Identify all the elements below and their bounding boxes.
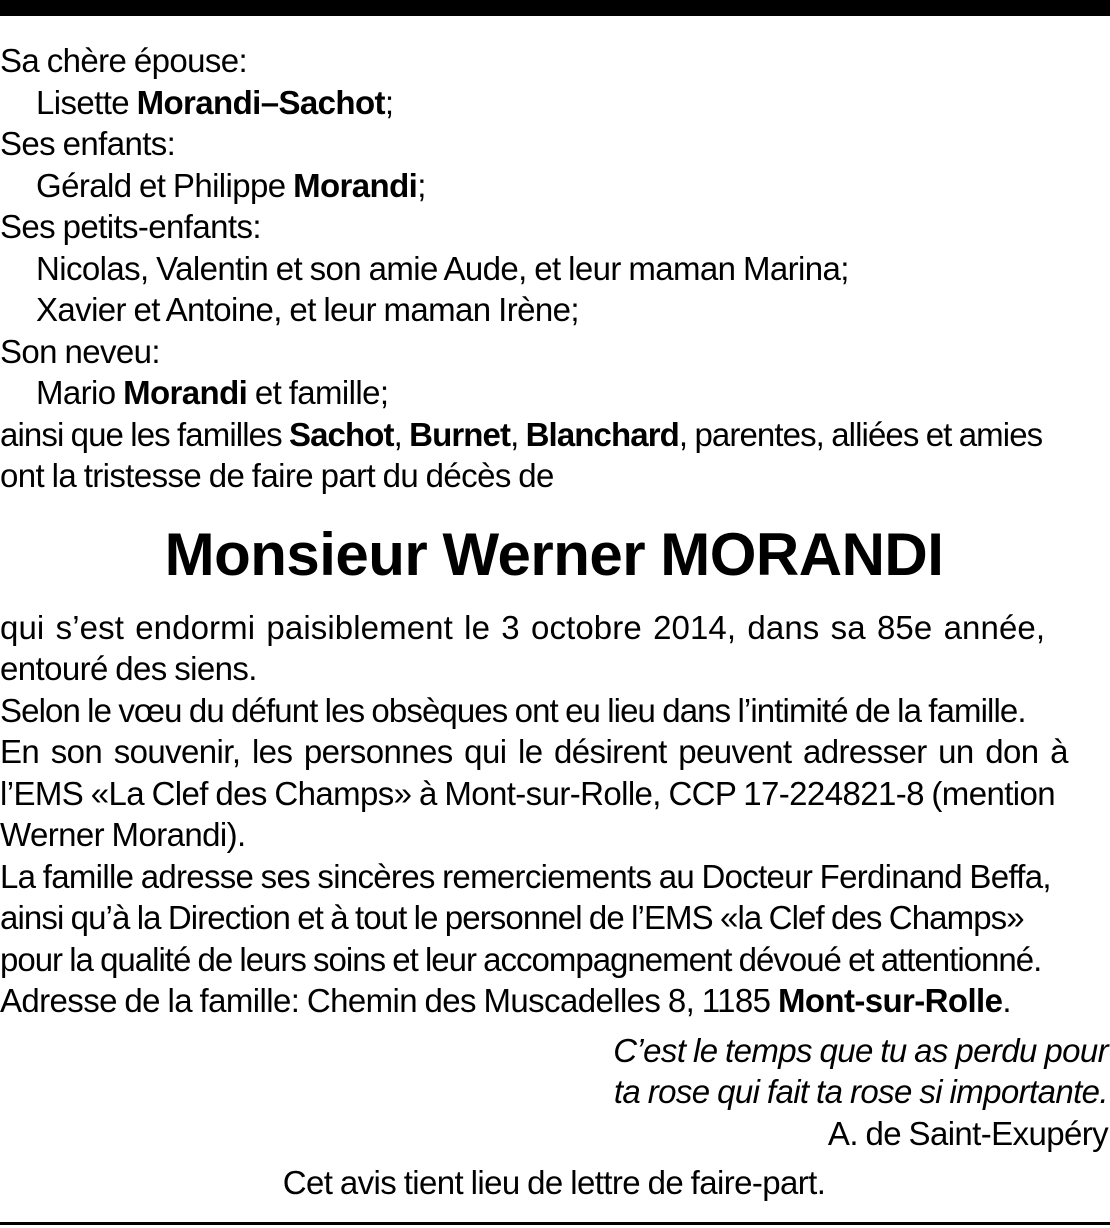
families-prefix: ainsi que les familles: [0, 415, 282, 453]
quote-author: A. de Saint-Exupéry: [827, 1114, 1108, 1152]
grandchildren-line-1: Nicolas, Valentin et son amie Aude, et leur maman Marina;: [36, 249, 849, 287]
address-line: [0, 980, 1108, 1022]
top-border-rule: [0, 0, 1110, 16]
nephew-label: Son neveu:: [0, 332, 160, 370]
body-line-8: ainsi qu’à la Direction et à tout le personnel de l’EMS «la Clef des Champs»: [0, 899, 1024, 936]
obituary-notice: [0, 40, 1108, 1204]
nephew-line: [0, 372, 1108, 414]
spouse-line: Lisette Morandi–Sachot;: [36, 83, 394, 121]
epigraph: [0, 1030, 1108, 1155]
family-sachot: Sachot: [288, 415, 394, 453]
bottom-border-rule: [0, 1222, 1110, 1225]
body-line-4: En son souvenir, les personnes qui le désirent peuvent adresser un don à: [0, 733, 1068, 770]
deceased-name-heading: Monsieur Werner MORANDI: [164, 520, 944, 588]
grandchildren-line-2: Xavier et Antoine, et leur maman Irène;: [36, 291, 579, 328]
body-line-7: La famille adresse ses sincères remerciements au Docteur Ferdinand Beffa,: [0, 857, 1051, 895]
children-surname: Morandi: [293, 166, 418, 204]
address-end: .: [1002, 982, 1011, 1019]
body-line-6: Werner Morandi).: [0, 816, 246, 853]
spouse-surname: Morandi–Sachot: [136, 83, 385, 121]
address-prefix: Adresse de la famille: Chemin des Muscadelles 8, 1185: [0, 982, 771, 1019]
families-suffix: , parentes, alliées et amies: [678, 415, 1043, 453]
children-line: Gérald et Philippe Morandi;: [36, 166, 426, 204]
body-line-1: qui s’est endormi paisiblement le 3 octobre 2014, dans sa 85e année,: [0, 608, 1046, 646]
nephew-first-name: Mario: [36, 374, 116, 411]
family-burnet: Burnet: [409, 415, 511, 453]
grandchildren-label: Ses petits-enfants:: [0, 208, 261, 245]
spouse-label: Sa chère épouse:: [0, 42, 248, 79]
closing-statement: Cet avis tient lieu de lettre de faire-part.: [282, 1164, 826, 1201]
address-city: Mont-sur-Rolle: [777, 982, 1003, 1019]
nephew-surname: Morandi: [123, 374, 248, 411]
body-line-9: pour la qualité de leurs soins et leur accompagnement dévoué et attentionné.: [0, 940, 1042, 978]
family-blanchard: Blanchard: [525, 415, 679, 453]
families-line: ainsi que les familles Sachot, Burnet, Blanchard, parentes, alliées et amies: [0, 415, 1043, 453]
body-line-5: l’EMS «La Clef des Champs» à Mont-sur-Rolle, CCP 17-224821-8 (mention: [0, 774, 1056, 812]
nephew-rest: et famille;: [254, 374, 389, 411]
children-first-names: Gérald et Philippe: [36, 166, 286, 204]
body-line-2: entouré des siens.: [0, 650, 257, 687]
children-label: Ses enfants:: [0, 125, 176, 162]
quote-line-1: C’est le temps que tu as perdu pour: [613, 1031, 1108, 1069]
spouse-first-name: Lisette: [36, 83, 130, 121]
quote-line-2: ta rose qui fait ta rose si importante.: [613, 1073, 1108, 1110]
body-line-3: Selon le vœu du défunt les obsèques ont eu lieu dans l’intimité de la famille.: [0, 691, 1026, 729]
announcement-line: ont la tristesse de faire part du décès de: [0, 457, 554, 494]
